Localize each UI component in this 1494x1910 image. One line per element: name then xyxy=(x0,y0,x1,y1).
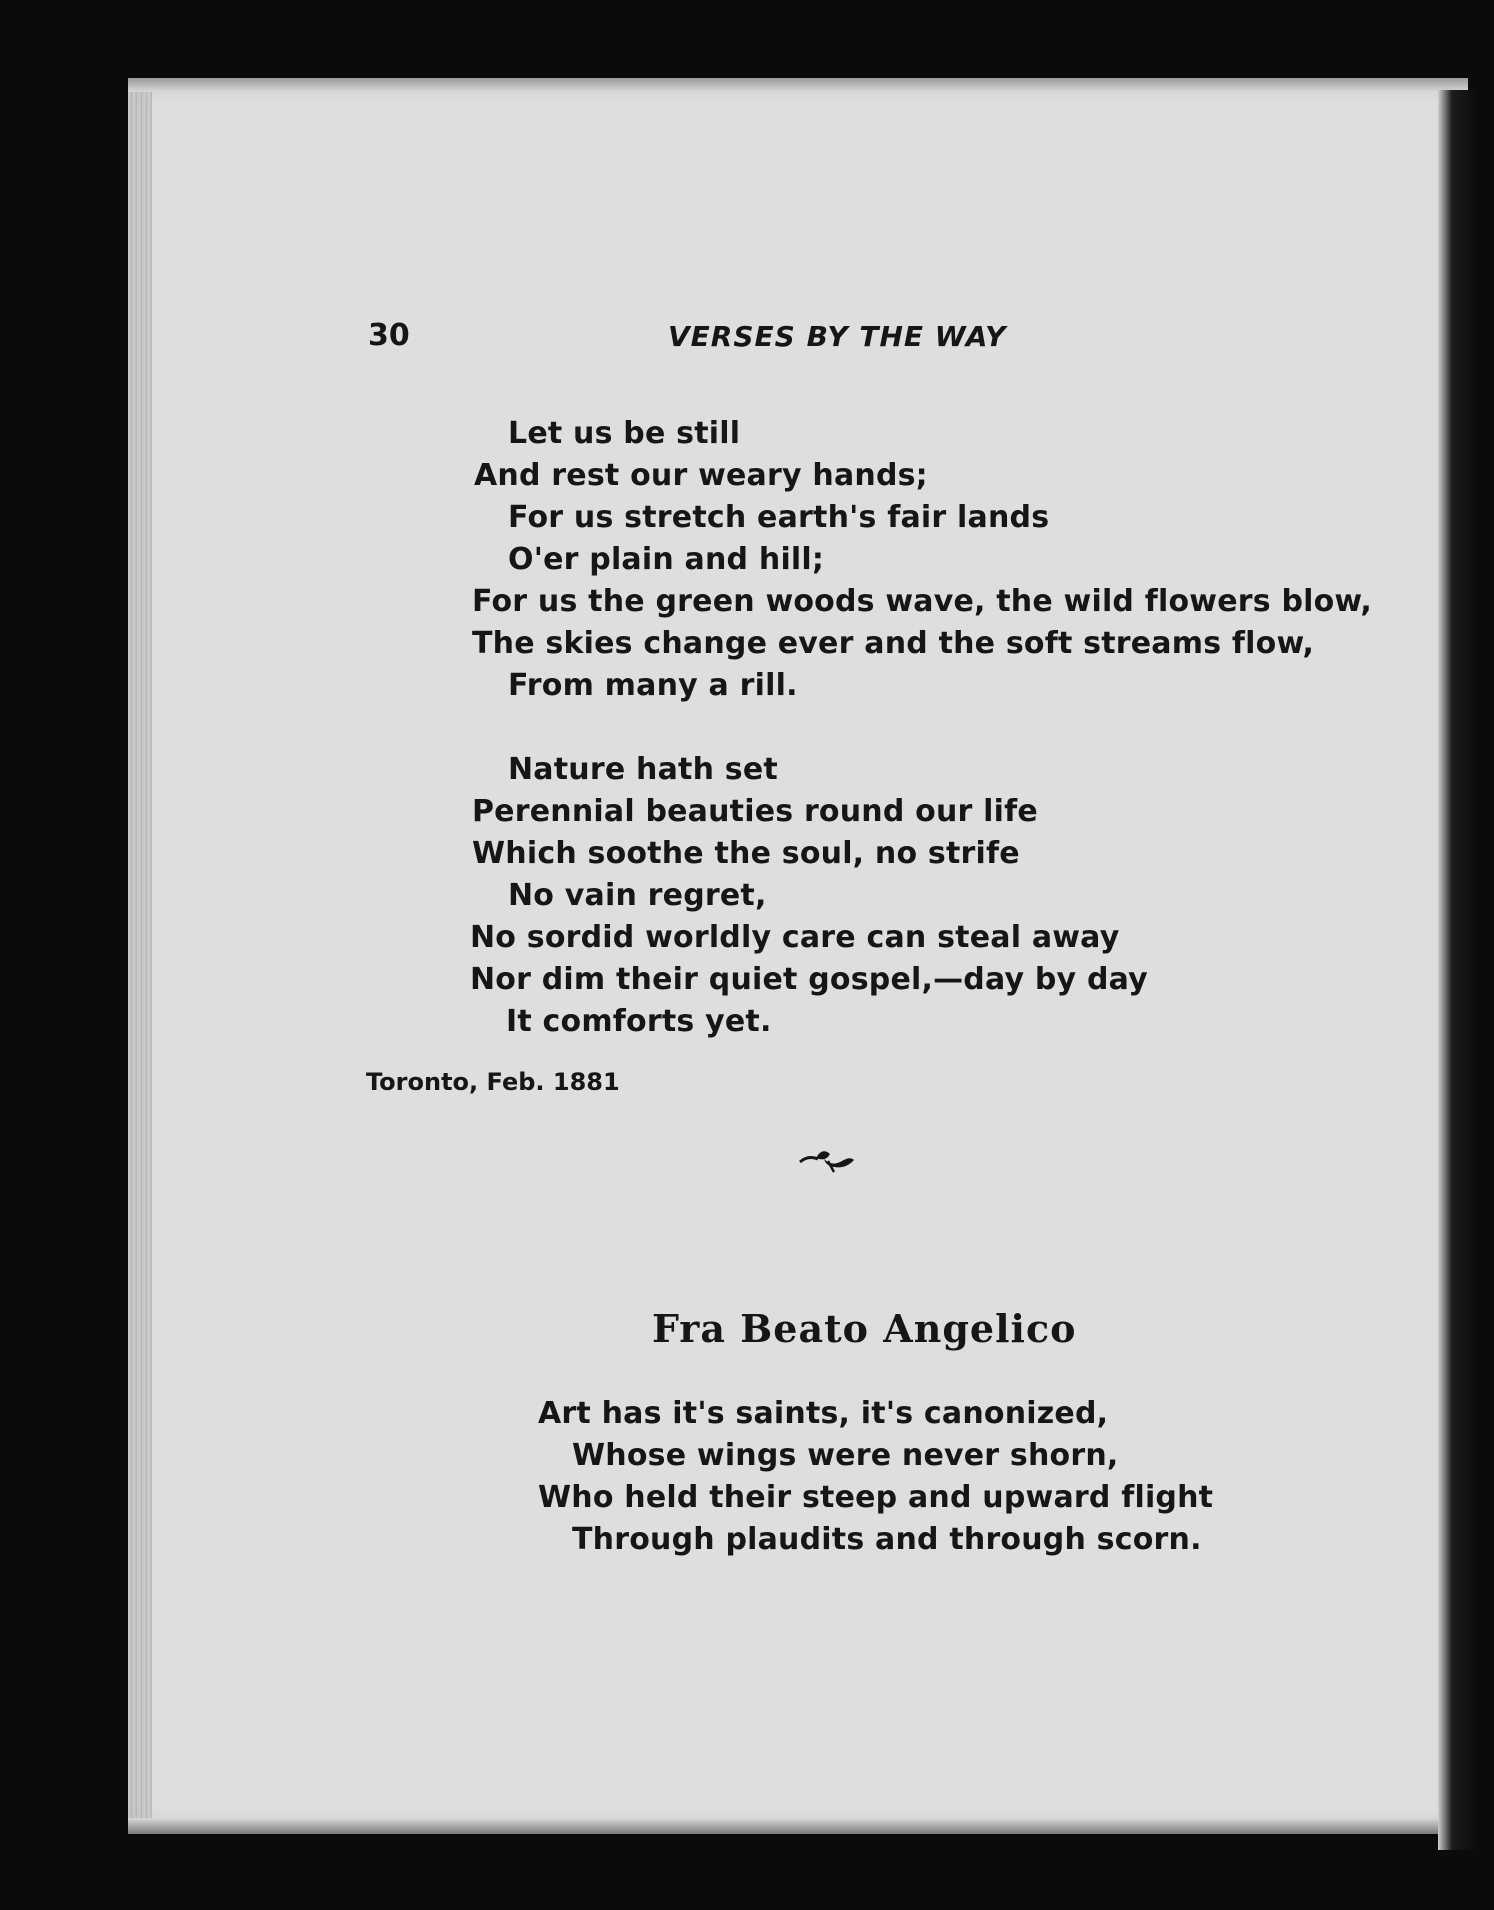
leaf-ornament-icon xyxy=(798,1145,856,1175)
page-bottom-edge xyxy=(128,1818,1468,1834)
dateline: Toronto, Feb. 1881 xyxy=(366,1068,620,1096)
poem-line: Who held their steep and upward flight xyxy=(538,1480,1214,1515)
poem-line: And rest our weary hands; xyxy=(474,458,928,493)
poem-line: For us the green woods wave, the wild flowers blow, xyxy=(472,584,1373,619)
poem-line: Nature hath set xyxy=(508,752,778,787)
poem-line: Art has it's saints, it's canonized, xyxy=(538,1396,1109,1431)
poem-line: It comforts yet. xyxy=(506,1004,772,1039)
poem-line: Perennial beauties round our life xyxy=(472,794,1038,829)
poem-line: No sordid worldly care can steal away xyxy=(470,920,1120,955)
poem-line: The skies change ever and the soft streams flow, xyxy=(472,626,1315,661)
poem-line: Whose wings were never shorn, xyxy=(572,1438,1119,1473)
poem-line: For us stretch earth's fair lands xyxy=(508,500,1050,535)
poem-line: From many a rill. xyxy=(508,668,798,703)
poem-line: O'er plain and hill; xyxy=(508,542,825,577)
poem-line: Nor dim their quiet gospel,—day by day xyxy=(470,962,1148,997)
poem-title: Fra Beato Angelico xyxy=(652,1306,1077,1351)
poem-line: No vain regret, xyxy=(508,878,767,913)
page-number: 30 xyxy=(368,318,410,353)
poem-line: Which soothe the soul, no strife xyxy=(472,836,1020,871)
poem-line: Let us be still xyxy=(508,416,741,451)
poem-line: Through plaudits and through scorn. xyxy=(572,1522,1202,1557)
running-title: VERSES BY THE WAY xyxy=(668,320,1007,353)
page-left-edge xyxy=(128,78,152,1833)
page-top-edge xyxy=(128,78,1468,92)
book-gutter xyxy=(1438,90,1494,1850)
